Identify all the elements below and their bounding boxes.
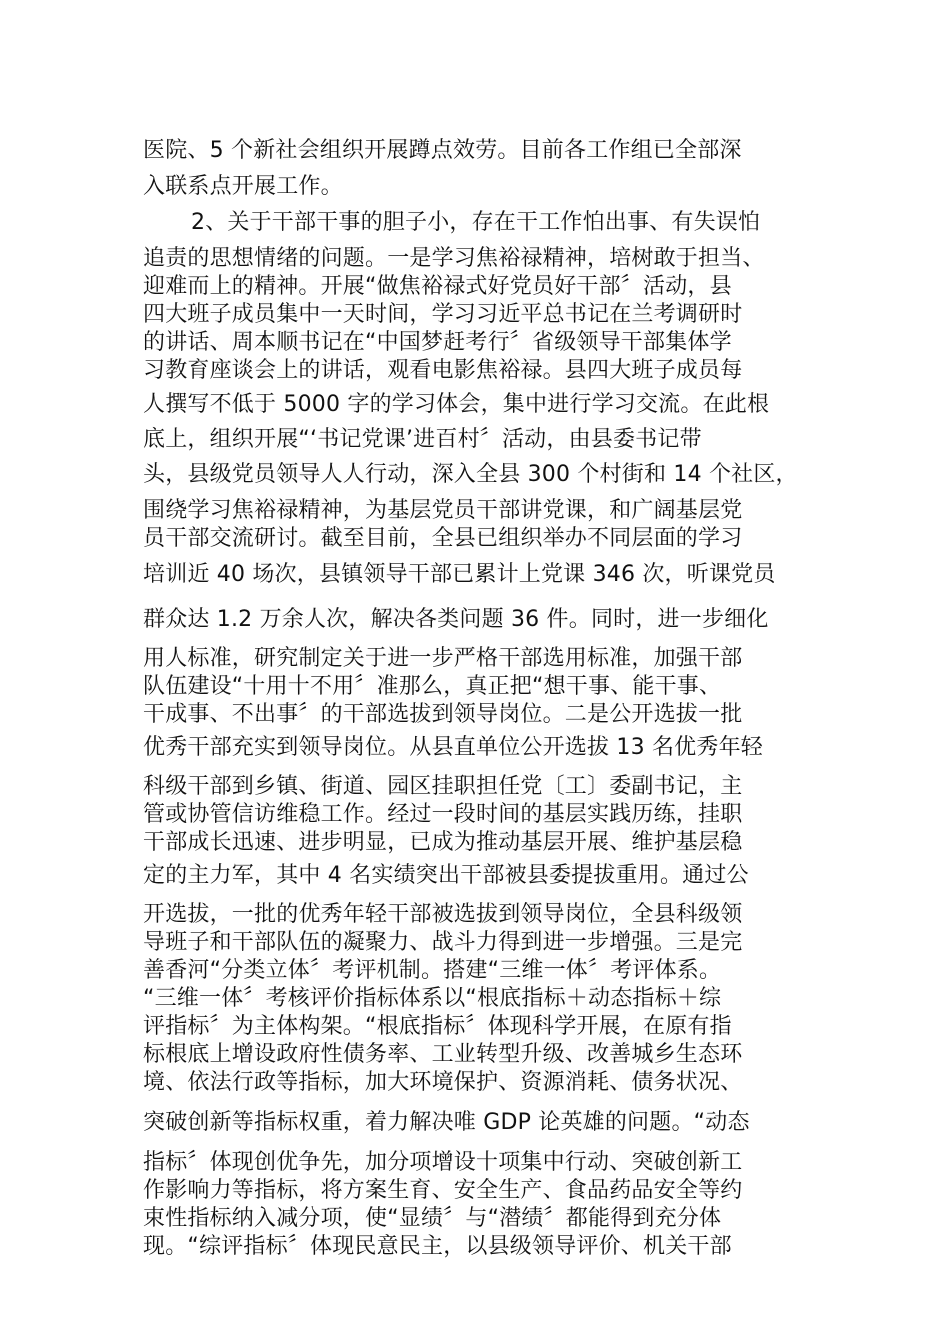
text-line: 束性指标纳入减分项，使“显绩〞与“潜绩〞都能得到充分体 <box>143 1206 722 1231</box>
text-line: 围绕学习焦裕禄精神，为基层党员干部讲党课，和广阔基层党 <box>143 498 743 523</box>
text-line: 干成事、不出事〞的干部选拔到领导岗位。二是公开选拔一批 <box>143 702 743 727</box>
text-line: 现。“综评指标〞体现民意民主，以县级领导评价、机关干部 <box>143 1234 732 1259</box>
text-line: 群众达 1.2 万余人次，解决各类问题 36 件。同时，进一步细化 <box>143 607 769 632</box>
text-line: 培训近 40 场次，县镇领导干部已累计上党课 346 次，听课党员 <box>143 562 776 587</box>
text-line: 善香河“分类立体〞考评机制。搭建“三维一体〞考评体系。 <box>143 958 722 983</box>
text-line: 开选拔，一批的优秀年轻干部被选拔到领导岗位，全县科级领 <box>143 902 743 927</box>
text-line: 突破创新等指标权重，着力解决唯 GDP 论英雄的问题。“动态 <box>143 1110 750 1135</box>
text-line: 人撰写不低于 5000 字的学习体会，集中进行学习交流。在此根 <box>143 392 770 417</box>
text-line: 干部成长迅速、进步明显，已成为推动基层开展、维护基层稳 <box>143 830 743 855</box>
text-line: 作影响力等指标，将方案生育、安全生产、食品药品安全等约 <box>143 1178 743 1203</box>
text-line: 定的主力军，其中 4 名实绩突出干部被县委提拔重用。通过公 <box>143 863 749 888</box>
text-line: 队伍建设“十用十不用〞准那么，真正把“想干事、能干事、 <box>143 674 722 699</box>
text-line: 迎难而上的精神。开展“做焦裕禄式好党员好干部〞活动，县 <box>143 274 732 299</box>
text-line: 追责的思想情绪的问题。一是学习焦裕禄精神，培树敢于担当、 <box>143 246 765 271</box>
text-line: 境、依法行政等指标，加大环境保护、资源消耗、债务状况、 <box>143 1070 743 1095</box>
text-line: 入联系点开展工作。 <box>143 174 343 199</box>
text-line: 评指标〞为主体构架。“根底指标〞体现科学开展，在原有指 <box>143 1014 732 1039</box>
text-line: 优秀干部充实到领导岗位。从县直单位公开选拔 13 名优秀年轻 <box>143 735 763 760</box>
text-line: 四大班子成员集中一天时间，学习习近平总书记在兰考调研时 <box>143 302 743 327</box>
text-line: 医院、5 个新社会组织开展蹲点效劳。目前各工作组已全部深 <box>143 138 742 163</box>
paragraph-start-line: 2、关于干部干事的胆子小，存在干工作怕出事、有失误怕 <box>191 210 761 235</box>
text-line: 的讲话、周本顺书记在“中国梦赶考行〞省级领导干部集体学 <box>143 330 732 355</box>
text-line: 用人标准，研究制定关于进一步严格干部选用标准，加强干部 <box>143 646 743 671</box>
text-line: 导班子和干部队伍的凝聚力、战斗力得到进一步增强。三是完 <box>143 930 743 955</box>
text-line: 习教育座谈会上的讲话，观看电影焦裕禄。县四大班子成员每 <box>143 358 743 383</box>
text-line: 底上，组织开展“‘书记党课’进百村〞活动，由县委书记带 <box>143 427 702 452</box>
text-line: 指标〞体现创优争先，加分项增设十项集中行动、突破创新工 <box>143 1150 743 1175</box>
text-line: 头，县级党员领导人人行动，深入全县 300 个村街和 14 个社区， <box>143 462 798 487</box>
text-line: 管或协管信访维稳工作。经过一段时间的基层实践历练，挂职 <box>143 802 743 827</box>
text-line: 员干部交流研讨。截至目前，全县已组织举办不同层面的学习 <box>143 526 743 551</box>
text-line: 科级干部到乡镇、街道、园区挂职担任党〔工〕委副书记，主 <box>143 774 743 799</box>
text-line: “三维一体〞考核评价指标体系以“根底指标＋动态指标＋综 <box>143 986 722 1011</box>
text-line: 标根底上增设政府性债务率、工业转型升级、改善城乡生态环 <box>143 1042 743 1067</box>
